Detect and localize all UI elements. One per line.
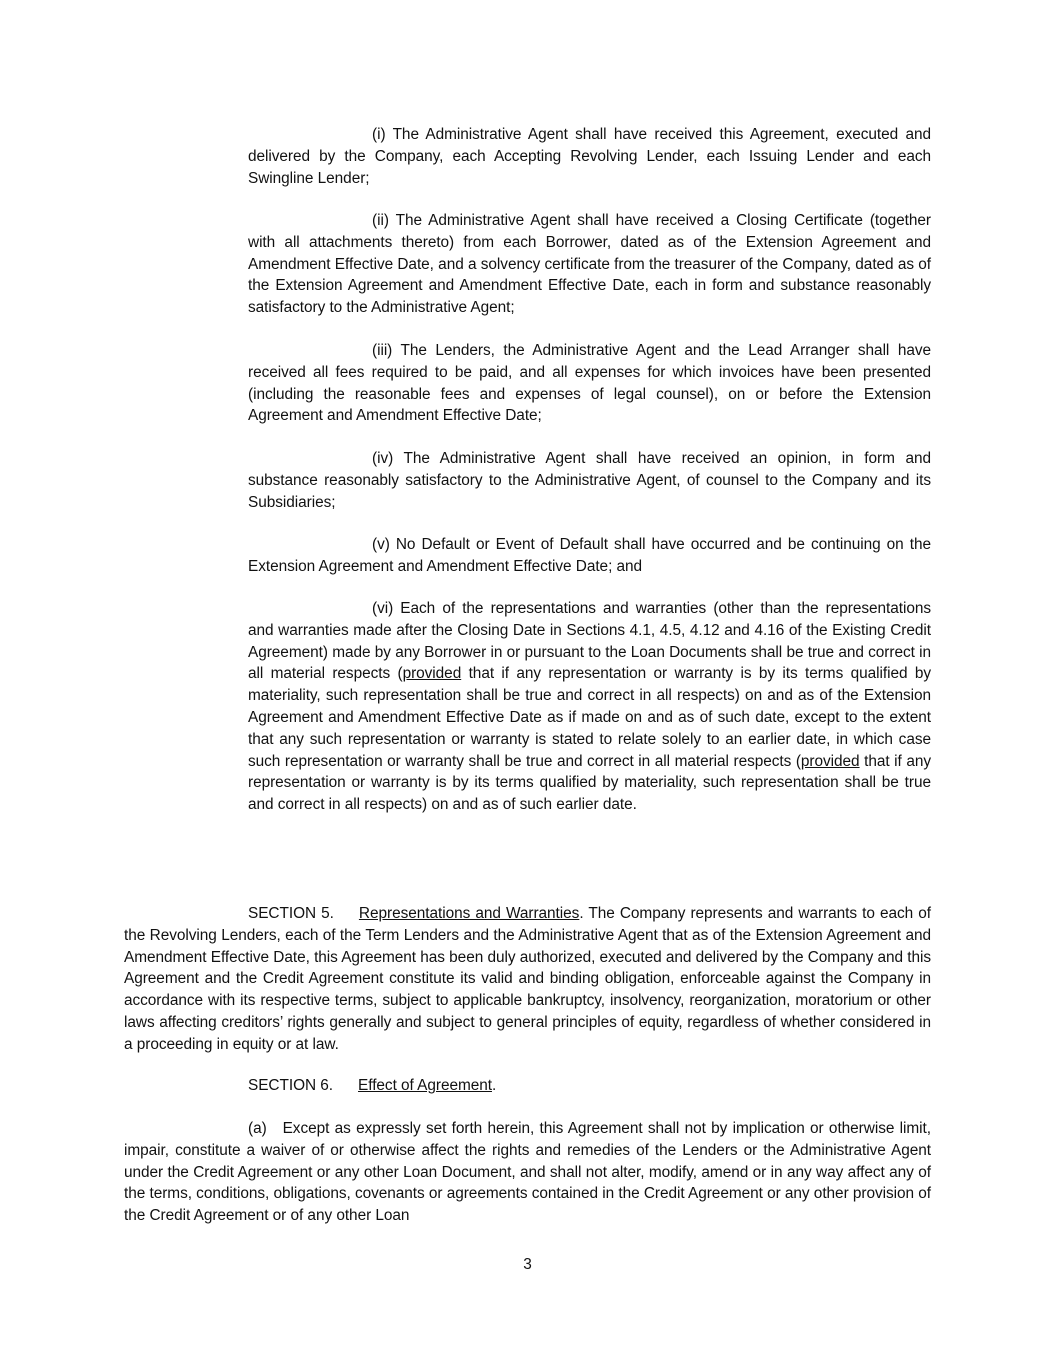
condition-number: (iv) — [372, 450, 394, 467]
condition-number: (i) — [372, 126, 386, 143]
condition-number: (iii) — [372, 342, 393, 359]
condition-vi — [248, 598, 931, 816]
section-body: The Company represents and warrants to each of the Revolving Lenders, each of the Term Lenders and the Administrative Agent that as of the Extension Agreement and Amendment Effective Date, this Agreement has been duly authorized, executed and delivered by the Company and this Agreement and the Credit Agreement constitute its valid and binding obligation, enforceable against the Company in accordance with its respective terms, subject to applicable bankruptcy, insolvency, reorganization, moratorium or other laws affecting creditors’ rights generally and subject to general principles of equity, regardless of whether considered in a proceeding in equity or at law. — [124, 905, 931, 1053]
provided-term: provided — [402, 665, 462, 683]
section-label: SECTION 6. — [248, 1077, 334, 1094]
section-heading-period: . — [491, 1077, 497, 1094]
condition-text: No Default or Event of Default shall have occurred and be continuing on the Extension Agreement and Amendment Effective Date; and — [248, 536, 931, 575]
section-6-a — [124, 1118, 936, 1227]
condition-number: (ii) — [372, 212, 389, 229]
condition-text: The Administrative Agent shall have received an opinion, in form and substance reasonably satisfactory to the Administrative Agent, of counsel to the Company and its Subsidiaries; — [248, 450, 931, 511]
condition-iv — [248, 448, 931, 513]
condition-number: (v) — [372, 536, 390, 553]
condition-text: that if any representation or warranty is by its terms qualified by materiality, such representation shall be true and correct in all respects) on and as of such earlier date. — [248, 752, 931, 814]
condition-text: The Administrative Agent shall have received this Agreement, executed and delivered by the Company, each Accepting Revolving Lender, each Issuing Lender and each Swingline Lender; — [248, 126, 931, 187]
section-6-heading — [124, 1075, 931, 1097]
page-number: 3 — [523, 1256, 532, 1273]
condition-text: The Lenders, the Administrative Agent and the Lead Arranger shall have received all fees required to be paid, and all expenses for which invoices have been presented (including the reasonable fees and expenses of legal counsel), on or before the Extension Agreement and Amendment Effective Date; — [248, 342, 931, 425]
condition-ii — [248, 210, 931, 319]
condition-text: that if any representation or warranty is by its terms qualified by materiality, such representation shall be true and correct in all respects) on and as of the Extension Agreement and Amendment Effective Date as if made on and as of such date, except to the extent that any such representation or warranty is stated to relate solely to an earlier date, in which case such representation or warranty shall be true and correct in all material respects ( — [248, 665, 932, 770]
condition-number: (vi) — [372, 600, 394, 617]
section-heading: Effect of Agreement — [358, 1077, 492, 1094]
condition-v — [248, 534, 931, 578]
condition-text: Each of the representations and warranties (other than the representations and warranties made after the Closing Date in Sections 4.1, 4.5, 4.12 and 4.16 of the Existing Credit Agreement) made by any Borrower in or pursuant to the Loan Documents shall be true and correct in all material respects ( — [248, 600, 931, 683]
condition-text: The Administrative Agent shall have received a Closing Certificate (together with all attachments thereto) from each Borrower, dated as of the Extension Agreement and Amendment Effective Date, and a solvency certificate from the treasurer of the Company, dated as of the Extension Agreement and Amendment Effective Date, each in form and substance reasonably satisfactory to the Administrative Agent; — [248, 212, 931, 317]
condition-i — [248, 124, 931, 189]
clause-text: Except as expressly set forth herein, this Agreement shall not by implication or otherwise limit, impair, constitute a waiver of or otherwise affect the rights and remedies of the Lenders or the Administrative Agent under the Credit Agreement or any other Loan Document, and shall not alter, modify, amend or in any way affect any of the terms, conditions, obligations, covenants or agreements contained in the Credit Agreement or any other provision of the Credit Agreement or of any other Loan — [124, 1120, 936, 1225]
section-heading: Representations and Warranties — [358, 905, 580, 922]
clause-number: (a) — [248, 1120, 267, 1137]
section-label: SECTION 5. — [248, 905, 334, 922]
section-heading-period: . — [579, 905, 584, 922]
provided-term: provided — [800, 752, 860, 770]
section-5 — [124, 903, 931, 1056]
condition-iii — [248, 340, 931, 427]
